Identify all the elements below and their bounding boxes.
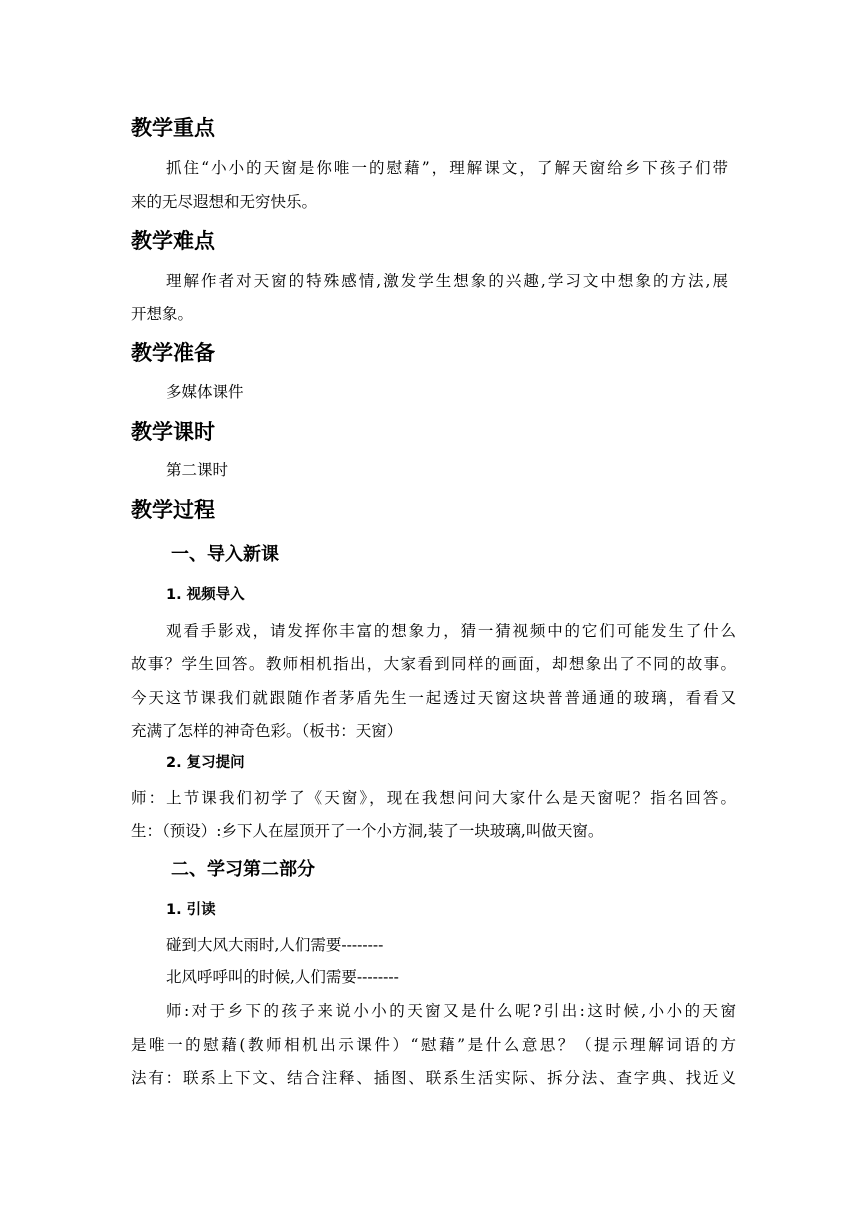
paragraph-line: 北风呼呼叫的时候,人们需要-------- [166, 968, 399, 986]
paragraph-line: 来的无尽遐想和无穷快乐。 [131, 193, 318, 211]
subheading-review-question: 2. 复习提问 [166, 755, 245, 771]
paragraph-line: 理解作者对天窗的特殊感情,激发学生想象的兴趣,学习文中想象的方法,展 [166, 272, 728, 290]
paragraph-line: 故事？学生回答。教师相机指出，大家看到同样的画面，却想象出了不同的故事。 [131, 655, 736, 673]
preparation-text: 多媒体课件 [166, 383, 244, 401]
section-title-class-hours: 教学课时 [131, 420, 215, 444]
section-title-key-points: 教学重点 [131, 116, 215, 140]
paragraph-line: 观看手影戏，请发挥你丰富的想象力，猜一猜视频中的它们可能发生了什么 [166, 622, 736, 640]
part-heading-intro: 一、导入新课 [171, 544, 279, 565]
part-heading-second-part: 二、学习第二部分 [171, 859, 315, 880]
section-title-preparation: 教学准备 [131, 341, 215, 365]
student-line: 生：（预设）:乡下人在屋顶开了一个小方洞,装了一块玻璃,叫做天窗。 [131, 822, 604, 840]
paragraph-line: 充满了怎样的神奇色彩。（板书：天窗） [131, 722, 403, 740]
section-title-difficulties: 教学难点 [131, 229, 215, 253]
paragraph-line: 今天这节课我们就跟随作者茅盾先生一起透过天窗这块普普通通的玻璃，看看又 [131, 689, 736, 707]
paragraph-line: 是唯一的慰藉(教师相机出示课件）“慰藉”是什么意思？（提示理解词语的方 [131, 1036, 736, 1054]
teacher-line: 师：上节课我们初学了《天窗》，现在我想问问大家什么是天窗呢？指名回答。 [131, 789, 736, 807]
paragraph-line: 师:对于乡下的孩子来说小小的天窗又是什么呢?引出:这时候,小小的天窗 [166, 1002, 736, 1020]
subheading-guided-reading: 1. 引读 [166, 902, 216, 918]
paragraph-line: 抓住“小小的天窗是你唯一的慰藉”，理解课文，了解天窗给乡下孩子们带 [166, 159, 728, 177]
paragraph-line: 碰到大风大雨时,人们需要-------- [166, 936, 384, 954]
paragraph-line: 开想象。 [131, 305, 194, 323]
subheading-video-intro: 1. 视频导入 [166, 587, 245, 603]
section-title-process: 教学过程 [131, 498, 215, 522]
paragraph-line: 法有：联系上下文、结合注释、插图、联系生活实际、拆分法、查字典、找近义 [131, 1069, 736, 1087]
class-hours-text: 第二课时 [166, 461, 229, 479]
